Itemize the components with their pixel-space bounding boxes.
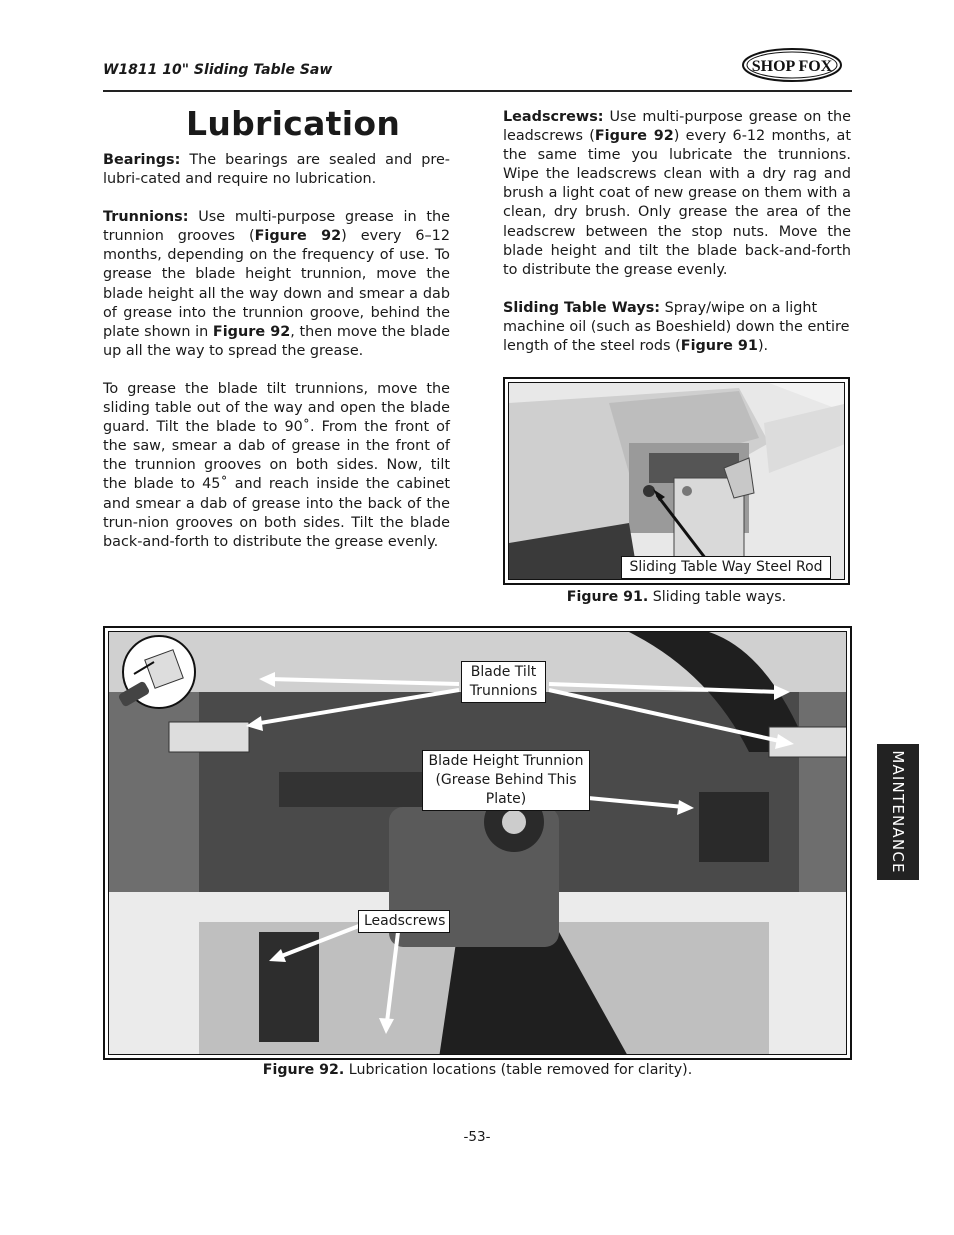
sliding-ways-label: Sliding Table Ways: (503, 299, 661, 316)
leadscrews-paragraph: Leadscrews: Use multi-purpose grease on the leadscrews (Figure 92) every 6-12 months, at the same time you lubricate the trunnions. Wipe the leadscrews clean with a dry rag and brush a light coat of new grease on them with a clean, dry brush. Only grease the area of the leadscrew between the stop nuts. Move the blade height and tilt the blade back-and-forth to distribute the grease evenly. (503, 109, 852, 278)
section-tab (877, 744, 919, 880)
header-rule (103, 90, 852, 92)
figure-91-callout: Sliding Table Way Steel Rod (621, 556, 831, 579)
leadscrews-callout: Leadscrews (358, 910, 450, 933)
figure-92-caption: Figure 92. Lubrication locations (table removed for clarity). (262, 1062, 693, 1078)
figure-92 (103, 626, 852, 1060)
bearings-paragraph: Bearings: The bearings are sealed and pre-lubri-cated and require no lubrication. (103, 152, 450, 188)
trunnions-label: Trunnions: (103, 209, 189, 226)
section-tab-label: MAINTENANCE (889, 750, 907, 874)
figure-91 (503, 377, 850, 585)
page-number: -53- (463, 1129, 491, 1145)
blade-height-trunnion-callout: Blade Height Trunnion (Grease Behind This Plate) (422, 750, 590, 811)
figure-92-photo (108, 631, 847, 1055)
figure-91-caption: Figure 91. Sliding table ways. (566, 589, 787, 605)
figure-ref: Figure 92 (212, 323, 291, 340)
figure-91-photo (508, 382, 845, 580)
manual-title: W1811 10" Sliding Table Saw (103, 62, 333, 78)
sliding-table-illustration (509, 383, 845, 580)
shop-fox-logo (742, 48, 842, 82)
leadscrews-label: Leadscrews: (503, 109, 604, 125)
bearings-label: Bearings: (103, 152, 181, 168)
figure-ref: Figure 92 (594, 128, 674, 145)
figure-ref: Figure 91 (680, 338, 758, 355)
logo-text: SHOP FOX (751, 58, 833, 75)
blade-tilt-trunnions-callout: Blade Tilt Trunnions (461, 661, 546, 703)
right-column (503, 108, 851, 375)
sliding-ways-paragraph: Sliding Table Ways: Spray/wipe on a light machine oil (such as Boeshield) down the entire length of the steel rods (Figure 91). (503, 299, 850, 355)
figure-ref: Figure 92 (254, 228, 342, 245)
tilt-paragraph: To grease the blade tilt trunnions, move the sliding table out of the way and open the blade guard. Tilt the blade to 90˚. From the front of the saw, smear a dab of grease in the front of the trunnion grooves on both sides. Now, tilt the blade to 45˚ and reach inside the cabinet and smear a dab of grease into the back of the trun-nion grooves on both sides. Tilt the blade back-and-forth to distribute the grease evenly. (103, 380, 450, 550)
left-column (103, 151, 450, 571)
trunnions-paragraph: Trunnions: Use multi-purpose grease in the trunnion grooves (Figure 92) every 6–12 months, depending on the frequency of use. To grease the blade height trunnion, move the blade height all the way down and smear a dab of grease into the trunnion groove, behind the plate shown in Figure 92, then move the blade up all the way to spread the grease. (103, 209, 451, 359)
page-title: Lubrication (186, 104, 401, 143)
